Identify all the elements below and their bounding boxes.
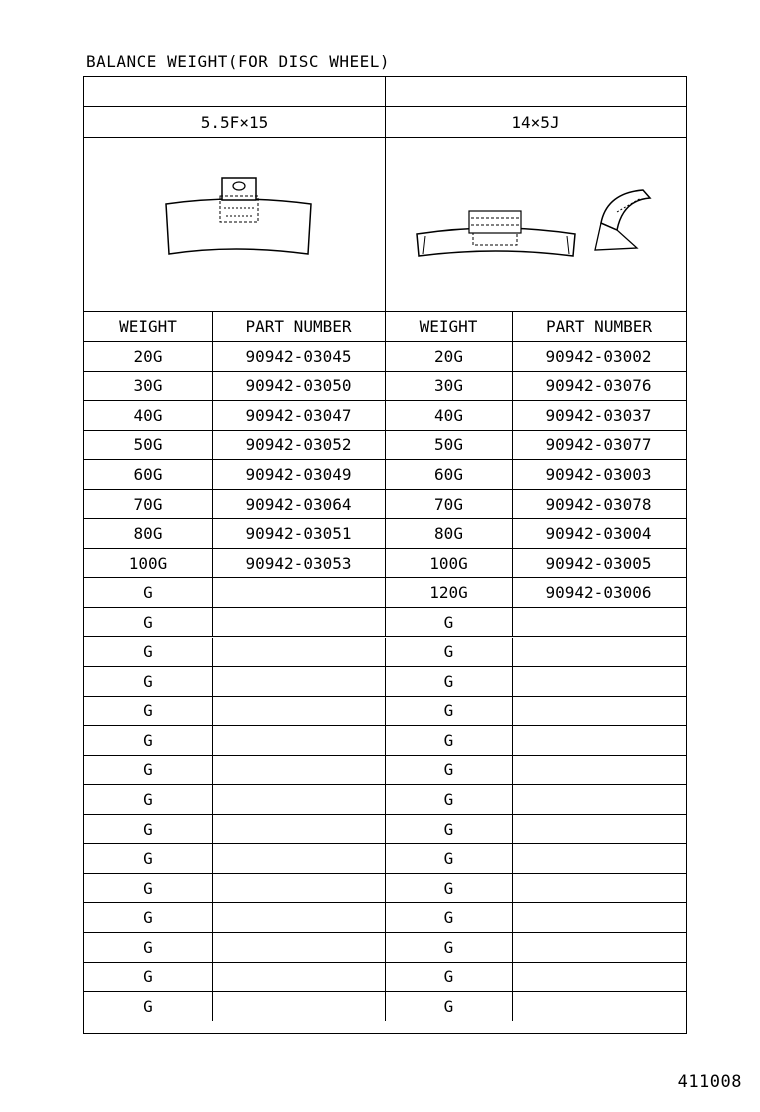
left-part-number-cell xyxy=(212,874,385,903)
right-part-number-cell: 90942-03006 xyxy=(545,583,652,603)
right-part-number-cell xyxy=(512,844,685,873)
left-part-number-cell xyxy=(212,815,385,844)
table-row xyxy=(84,933,686,963)
table-row xyxy=(84,372,686,402)
left-weight-cell: G xyxy=(143,760,153,780)
left-part-number-cell: 90942-03050 xyxy=(245,376,352,396)
table-row xyxy=(84,519,686,549)
table-row xyxy=(84,903,686,933)
table-row xyxy=(84,342,686,372)
right-part-number-cell: 90942-03003 xyxy=(545,464,652,484)
left-part-number-cell xyxy=(212,785,385,814)
right-weight-cell: G xyxy=(443,937,454,957)
left-weight-cell: 50G xyxy=(133,435,163,455)
left-weight-cell: G xyxy=(143,878,153,898)
table-row xyxy=(84,431,686,461)
left-part-number-cell: 90942-03064 xyxy=(245,494,352,514)
right-weight-cell: G xyxy=(443,878,454,898)
table-row xyxy=(84,815,686,845)
right-weight-cell: 120G xyxy=(429,583,468,603)
right-weight-cell: G xyxy=(443,730,454,750)
right-part-number-cell: 90942-03037 xyxy=(545,405,652,425)
table-row xyxy=(84,490,686,520)
right-weight-cell: 20G xyxy=(434,346,463,366)
left-part-number-cell xyxy=(212,608,385,637)
left-weight-cell: G xyxy=(143,701,153,721)
left-part-number-cell: 90942-03051 xyxy=(245,524,352,544)
right-part-number-cell xyxy=(512,785,685,814)
left-weight-cell: 80G xyxy=(133,524,163,544)
right-weight-cell: G xyxy=(443,849,454,869)
left-weight-cell: G xyxy=(143,908,153,928)
left-part-number-header: PART NUMBER xyxy=(245,317,352,336)
table-row xyxy=(84,667,686,697)
left-weight-cell: 70G xyxy=(133,494,163,514)
left-weight-cell: G xyxy=(143,612,153,632)
right-part-number-cell xyxy=(512,667,685,696)
left-weight-cell: G xyxy=(143,849,153,869)
left-weight-cell: G xyxy=(143,730,153,750)
right-wheel-type xyxy=(385,77,686,106)
left-part-number-cell: 90942-03047 xyxy=(245,405,352,425)
right-weight-cell: 40G xyxy=(434,405,463,425)
right-part-number-cell: 90942-03078 xyxy=(545,494,652,514)
right-part-number-cell xyxy=(512,638,685,667)
right-wheel-size: 14×5J xyxy=(511,112,560,132)
left-part-number-cell xyxy=(212,903,385,932)
right-weight-cell: 80G xyxy=(434,524,463,544)
left-weight-cell: 40G xyxy=(133,405,163,425)
right-weight-header: WEIGHT xyxy=(419,317,478,336)
left-part-number-cell xyxy=(212,667,385,696)
right-part-number-cell xyxy=(512,756,685,785)
table-row xyxy=(84,638,686,668)
left-part-number-cell xyxy=(212,933,385,962)
left-part-number-cell xyxy=(212,963,385,992)
table-row xyxy=(84,963,686,993)
left-part-number-cell xyxy=(212,726,385,755)
left-weight-cell: G xyxy=(143,819,153,839)
illustration-row xyxy=(84,138,686,312)
right-part-number-cell xyxy=(512,608,685,637)
right-weight-cell: 30G xyxy=(434,376,463,396)
left-part-number-cell: 90942-03049 xyxy=(245,464,352,484)
right-weight-cell: 60G xyxy=(434,464,463,484)
right-weight-cell: G xyxy=(443,908,454,928)
left-weight-cell: 60G xyxy=(133,464,163,484)
clip-on-weight-drawing xyxy=(84,138,385,311)
right-weight-illustration xyxy=(385,138,686,311)
right-part-number-cell xyxy=(512,933,685,962)
right-part-number-cell xyxy=(512,874,685,903)
right-part-number-cell xyxy=(512,697,685,726)
left-weight-cell: G xyxy=(143,790,153,810)
table-row xyxy=(84,844,686,874)
left-weight-header: WEIGHT xyxy=(119,317,177,336)
left-wheel-size: 5.5F×15 xyxy=(200,112,269,132)
parts-table xyxy=(83,76,687,1034)
page-code: 411008 xyxy=(677,1072,742,1092)
right-part-number-cell xyxy=(512,815,685,844)
clip-on-weight-with-clip-drawing xyxy=(385,138,686,311)
table-row xyxy=(84,785,686,815)
left-weight-cell: G xyxy=(143,937,153,957)
right-part-number-cell: 90942-03002 xyxy=(545,346,652,366)
right-weight-cell: G xyxy=(443,642,454,662)
table-row xyxy=(84,726,686,756)
left-part-number-cell xyxy=(212,844,385,873)
right-part-number-header: PART NUMBER xyxy=(546,317,652,336)
table-row xyxy=(84,578,686,608)
left-weight-cell: G xyxy=(143,583,153,603)
right-part-number-cell xyxy=(512,726,685,755)
right-weight-cell: G xyxy=(443,612,454,632)
page-title: BALANCE WEIGHT(FOR DISC WHEEL) xyxy=(86,52,390,71)
right-part-number-cell xyxy=(512,992,685,1021)
left-part-number-cell xyxy=(212,697,385,726)
right-weight-cell: G xyxy=(443,967,454,987)
table-row xyxy=(84,401,686,431)
right-weight-cell: G xyxy=(443,790,454,810)
left-part-number-cell xyxy=(212,992,385,1021)
table-row xyxy=(84,460,686,490)
left-part-number-cell xyxy=(212,638,385,667)
table-row xyxy=(84,874,686,904)
left-wheel-type xyxy=(84,77,385,106)
table-row xyxy=(84,608,686,638)
right-part-number-cell xyxy=(512,963,685,992)
right-weight-cell: 100G xyxy=(429,553,468,573)
left-part-number-cell: 90942-03045 xyxy=(245,346,352,366)
left-weight-cell: 20G xyxy=(133,346,163,366)
right-weight-cell: G xyxy=(443,671,454,691)
right-part-number-cell: 90942-03076 xyxy=(545,376,652,396)
right-weight-cell: G xyxy=(443,819,454,839)
right-weight-cell: G xyxy=(443,996,454,1016)
left-weight-cell: 100G xyxy=(128,553,168,573)
left-part-number-cell: 90942-03053 xyxy=(245,553,352,573)
left-weight-cell: G xyxy=(143,642,153,662)
right-part-number-cell: 90942-03077 xyxy=(545,435,652,455)
right-weight-cell: G xyxy=(443,760,454,780)
table-row xyxy=(84,992,686,1021)
right-part-number-cell: 90942-03004 xyxy=(545,524,652,544)
right-weight-cell: 50G xyxy=(434,435,463,455)
table-row xyxy=(84,756,686,786)
left-part-number-cell: 90942-03052 xyxy=(245,435,352,455)
right-part-number-cell xyxy=(512,903,685,932)
wheel-size-row xyxy=(84,107,686,138)
table-row xyxy=(84,697,686,727)
left-weight-illustration xyxy=(84,138,385,311)
left-weight-cell: G xyxy=(143,671,153,691)
wheel-type-row xyxy=(84,77,686,107)
left-part-number-cell xyxy=(212,756,385,785)
right-weight-cell: G xyxy=(443,701,454,721)
table-row xyxy=(84,549,686,579)
column-header-row xyxy=(84,312,686,342)
right-weight-cell: 70G xyxy=(434,494,463,514)
right-part-number-cell: 90942-03005 xyxy=(545,553,652,573)
left-weight-cell: 30G xyxy=(133,376,163,396)
left-weight-cell: G xyxy=(143,967,153,987)
left-part-number-cell xyxy=(212,578,385,607)
left-weight-cell: G xyxy=(143,996,153,1016)
